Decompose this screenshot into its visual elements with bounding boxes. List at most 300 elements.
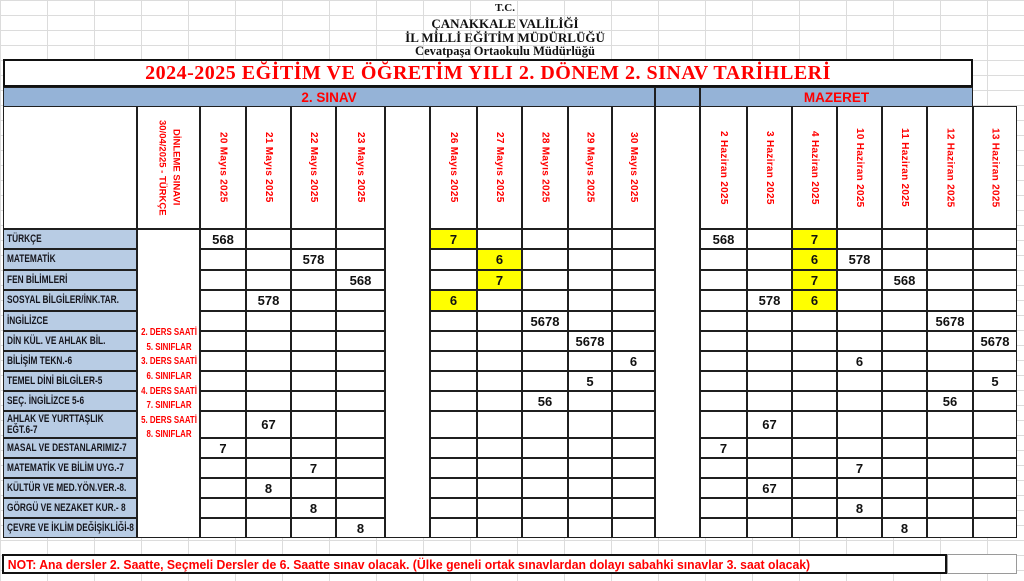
empty-schedule-cell xyxy=(973,518,1017,538)
exam-group-cell: 8 xyxy=(882,518,927,538)
empty-schedule-cell xyxy=(747,351,792,371)
empty-schedule-cell xyxy=(568,249,612,270)
empty-schedule-cell xyxy=(200,478,246,498)
exam-group-cell: 7 xyxy=(837,458,882,478)
exam-group-cell: 6 xyxy=(837,351,882,371)
footer-note-text: NOT: Ana dersler 2. Saatte, Seçmeli Dersler de 6. Saatte sınav olacak. (Ülke geneli ortak sınavlardan dolayı sabahki sınavlar 3. saat olacak) xyxy=(7,556,811,572)
date-column-label: 23 Mayıs 2025 xyxy=(355,132,366,203)
exam-group-cell: 5678 xyxy=(522,311,568,331)
empty-schedule-cell xyxy=(291,371,336,391)
hours-note-line: 7. SINIFLAR xyxy=(145,399,192,412)
empty-schedule-cell xyxy=(568,438,612,458)
listening-exam-header-text xyxy=(155,120,183,216)
section-band-mazeret: MAZERET xyxy=(700,87,973,107)
empty-schedule-cell xyxy=(882,438,927,458)
exam-group-cell: 8 xyxy=(246,478,291,498)
empty-schedule-cell xyxy=(973,478,1017,498)
empty-schedule-cell xyxy=(522,290,568,311)
date-column-header-m20 xyxy=(200,106,246,229)
date-column-header-m23 xyxy=(336,106,385,229)
empty-schedule-cell xyxy=(837,518,882,538)
empty-schedule-cell xyxy=(747,391,792,411)
empty-schedule-cell xyxy=(200,351,246,371)
date-column-header-h12 xyxy=(927,106,973,229)
section-band-gap xyxy=(655,87,700,107)
empty-schedule-cell xyxy=(336,331,385,351)
empty-schedule-cell xyxy=(430,458,477,478)
empty-schedule-cell xyxy=(336,249,385,270)
empty-schedule-cell xyxy=(700,249,747,270)
empty-schedule-cell xyxy=(200,458,246,478)
separator-column-1 xyxy=(385,106,430,538)
exam-group-cell: 578 xyxy=(747,290,792,311)
empty-schedule-cell xyxy=(700,478,747,498)
org-header-line-tc: T.C. xyxy=(495,2,515,14)
listening-exam-line2: DİNLEME SINAVI xyxy=(170,129,182,206)
empty-schedule-cell xyxy=(246,331,291,351)
empty-schedule-cell xyxy=(973,270,1017,290)
date-column-label: 27 Mayıs 2025 xyxy=(494,132,505,203)
empty-schedule-cell xyxy=(837,391,882,411)
empty-schedule-cell xyxy=(200,311,246,331)
exam-group-cell: 56 xyxy=(522,391,568,411)
empty-schedule-cell xyxy=(927,438,973,458)
empty-schedule-cell xyxy=(792,371,837,391)
empty-schedule-cell xyxy=(927,331,973,351)
empty-schedule-cell xyxy=(336,229,385,249)
exam-group-cell: 8 xyxy=(837,498,882,518)
listening-exam-header-cell xyxy=(137,106,200,229)
empty-schedule-cell xyxy=(246,458,291,478)
empty-schedule-cell xyxy=(882,371,927,391)
empty-schedule-cell xyxy=(700,331,747,351)
exam-group-cell: 5678 xyxy=(973,331,1017,351)
empty-schedule-cell xyxy=(568,229,612,249)
hours-note-cell xyxy=(137,229,200,538)
empty-schedule-cell xyxy=(882,478,927,498)
subject-label-row-0 xyxy=(3,229,137,249)
empty-schedule-cell xyxy=(246,270,291,290)
exam-group-cell: 568 xyxy=(882,270,927,290)
empty-schedule-cell xyxy=(522,229,568,249)
subject-label-row-9 xyxy=(3,411,137,438)
empty-schedule-cell xyxy=(568,270,612,290)
empty-schedule-cell xyxy=(336,311,385,331)
subject-label-text: AHLAK VE YURTTAŞLIK EĞT.6-7 xyxy=(7,412,104,436)
exam-group-cell: 578 xyxy=(246,290,291,311)
empty-schedule-cell xyxy=(336,351,385,371)
empty-schedule-cell xyxy=(612,518,655,538)
empty-schedule-cell xyxy=(612,270,655,290)
date-column-header-h10 xyxy=(837,106,882,229)
empty-schedule-cell xyxy=(522,270,568,290)
empty-schedule-cell xyxy=(291,351,336,371)
empty-schedule-cell xyxy=(246,311,291,331)
empty-schedule-cell xyxy=(837,438,882,458)
empty-schedule-cell xyxy=(246,229,291,249)
empty-schedule-cell xyxy=(973,311,1017,331)
empty-schedule-cell xyxy=(568,518,612,538)
empty-schedule-cell xyxy=(792,498,837,518)
empty-schedule-cell xyxy=(430,311,477,331)
date-column-header-h13 xyxy=(973,106,1017,229)
empty-schedule-cell xyxy=(430,438,477,458)
hours-note-line: 2. DERS SAATİ xyxy=(140,326,197,339)
subject-label-row-3 xyxy=(3,290,137,311)
empty-schedule-cell xyxy=(246,438,291,458)
empty-schedule-cell xyxy=(612,438,655,458)
subject-label-row-10 xyxy=(3,438,137,458)
subject-label-row-1 xyxy=(3,249,137,270)
empty-schedule-cell xyxy=(336,411,385,438)
subject-label-text: ÇEVRE VE İKLİM DEĞİŞİKLİĞİ-8 xyxy=(7,521,134,534)
exam-group-cell: 7 xyxy=(291,458,336,478)
empty-schedule-cell xyxy=(927,411,973,438)
empty-schedule-cell xyxy=(837,331,882,351)
subject-label-text: BİLİŞİM TEKN.-6 xyxy=(7,354,73,367)
empty-schedule-cell xyxy=(882,249,927,270)
exam-group-cell: 67 xyxy=(747,478,792,498)
empty-schedule-cell xyxy=(612,458,655,478)
empty-schedule-cell xyxy=(973,438,1017,458)
empty-schedule-cell xyxy=(336,498,385,518)
org-header-line-school: Cevatpaşa Ortaokulu Müdürlüğü xyxy=(415,44,595,58)
empty-schedule-cell xyxy=(200,518,246,538)
empty-schedule-cell xyxy=(927,290,973,311)
empty-schedule-cell xyxy=(973,411,1017,438)
hours-note-line: 5. DERS SAATİ xyxy=(140,413,197,426)
empty-schedule-cell xyxy=(927,351,973,371)
subject-label-text: KÜLTÜR VE MED.YÖN.VER.-8. xyxy=(7,481,127,494)
empty-schedule-cell xyxy=(291,270,336,290)
empty-schedule-cell xyxy=(612,249,655,270)
empty-schedule-cell xyxy=(747,498,792,518)
exam-group-cell: 6 xyxy=(477,249,522,270)
empty-schedule-cell xyxy=(522,438,568,458)
exam-group-cell: 8 xyxy=(336,518,385,538)
subject-label-text: MASAL VE DESTANLARIMIZ-7 xyxy=(7,441,127,454)
empty-schedule-cell xyxy=(430,478,477,498)
empty-schedule-cell xyxy=(477,311,522,331)
empty-schedule-cell xyxy=(612,311,655,331)
empty-schedule-cell xyxy=(792,311,837,331)
empty-schedule-cell xyxy=(700,391,747,411)
exam-group-cell: 5678 xyxy=(568,331,612,351)
empty-schedule-cell xyxy=(430,518,477,538)
empty-schedule-cell xyxy=(927,249,973,270)
empty-schedule-cell xyxy=(882,391,927,411)
subject-label-text: DİN KÜL. VE AHLAK BİL. xyxy=(7,334,106,347)
empty-schedule-cell xyxy=(200,371,246,391)
empty-schedule-cell xyxy=(291,478,336,498)
exam-group-cell: 6 xyxy=(792,290,837,311)
empty-schedule-cell xyxy=(700,351,747,371)
empty-schedule-cell xyxy=(837,270,882,290)
date-column-label: 4 Haziran 2025 xyxy=(809,130,820,205)
empty-schedule-cell xyxy=(568,411,612,438)
empty-schedule-cell xyxy=(291,438,336,458)
listening-exam-line1: 30/04/2025 - TÜRKÇE xyxy=(156,119,168,216)
empty-schedule-cell xyxy=(477,458,522,478)
exam-group-cell: 5678 xyxy=(927,311,973,331)
date-column-label: 3 Haziran 2025 xyxy=(764,130,775,205)
empty-schedule-cell xyxy=(700,270,747,290)
exam-group-cell: 7 xyxy=(792,229,837,249)
exam-group-cell: 578 xyxy=(291,249,336,270)
empty-schedule-cell xyxy=(477,331,522,351)
empty-schedule-cell xyxy=(430,391,477,411)
subject-label-text: SEÇ. İNGİLİZCE 5-6 xyxy=(7,394,85,407)
exam-group-cell: 568 xyxy=(700,229,747,249)
empty-schedule-cell xyxy=(200,411,246,438)
empty-schedule-cell xyxy=(336,290,385,311)
empty-schedule-cell xyxy=(747,311,792,331)
empty-schedule-cell xyxy=(837,411,882,438)
empty-schedule-cell xyxy=(568,290,612,311)
empty-schedule-cell xyxy=(747,458,792,478)
empty-schedule-cell xyxy=(612,290,655,311)
date-column-header-m27 xyxy=(477,106,522,229)
footer-note-tail-cell xyxy=(947,554,1017,574)
empty-schedule-cell xyxy=(927,458,973,478)
empty-schedule-cell xyxy=(792,411,837,438)
date-column-label: 28 Mayıs 2025 xyxy=(539,132,551,203)
subject-label-row-7 xyxy=(3,371,137,391)
empty-schedule-cell xyxy=(700,518,747,538)
empty-schedule-cell xyxy=(477,351,522,371)
empty-schedule-cell xyxy=(246,371,291,391)
empty-schedule-cell xyxy=(927,518,973,538)
empty-schedule-cell xyxy=(200,391,246,411)
date-column-header-h2 xyxy=(700,106,747,229)
date-column-label: 13 Haziran 2025 xyxy=(989,127,1001,208)
empty-schedule-cell xyxy=(882,411,927,438)
empty-schedule-cell xyxy=(200,331,246,351)
empty-schedule-cell xyxy=(522,371,568,391)
empty-schedule-cell xyxy=(430,270,477,290)
empty-schedule-cell xyxy=(882,311,927,331)
empty-schedule-cell xyxy=(246,498,291,518)
empty-schedule-cell xyxy=(792,438,837,458)
empty-schedule-cell xyxy=(882,458,927,478)
empty-schedule-cell xyxy=(477,478,522,498)
empty-schedule-cell xyxy=(792,391,837,411)
hours-note-line: 8. SINIFLAR xyxy=(145,428,192,441)
empty-schedule-cell xyxy=(568,458,612,478)
empty-schedule-cell xyxy=(837,478,882,498)
empty-schedule-cell xyxy=(568,311,612,331)
empty-schedule-cell xyxy=(477,498,522,518)
empty-schedule-cell xyxy=(336,438,385,458)
empty-schedule-cell xyxy=(792,331,837,351)
date-column-label: 21 Mayıs 2025 xyxy=(263,132,274,203)
empty-schedule-cell xyxy=(612,371,655,391)
empty-schedule-cell xyxy=(568,391,612,411)
subject-label-text: MATEMATİK xyxy=(7,253,56,265)
empty-schedule-cell xyxy=(291,518,336,538)
empty-schedule-cell xyxy=(882,351,927,371)
empty-schedule-cell xyxy=(430,498,477,518)
empty-schedule-cell xyxy=(200,249,246,270)
empty-schedule-cell xyxy=(700,458,747,478)
empty-schedule-cell xyxy=(336,478,385,498)
subject-label-row-5 xyxy=(3,331,137,351)
date-column-label: 10 Haziran 2025 xyxy=(854,127,865,208)
empty-schedule-cell xyxy=(973,351,1017,371)
empty-schedule-cell xyxy=(612,498,655,518)
separator-column-2 xyxy=(655,106,700,538)
subject-label-row-2 xyxy=(3,270,137,290)
empty-schedule-cell xyxy=(927,229,973,249)
subject-label-row-6 xyxy=(3,351,137,371)
exam-group-cell: 568 xyxy=(336,270,385,290)
empty-schedule-cell xyxy=(837,311,882,331)
date-column-header-m28 xyxy=(522,106,568,229)
empty-schedule-cell xyxy=(973,290,1017,311)
empty-schedule-cell xyxy=(246,249,291,270)
date-column-label: 12 Haziran 2025 xyxy=(944,127,956,208)
empty-schedule-cell xyxy=(200,290,246,311)
subject-label-row-12 xyxy=(3,478,137,498)
empty-schedule-cell xyxy=(246,391,291,411)
date-column-label: 22 Mayıs 2025 xyxy=(308,132,319,203)
empty-schedule-cell xyxy=(291,311,336,331)
empty-schedule-cell xyxy=(792,518,837,538)
empty-schedule-cell xyxy=(837,371,882,391)
exam-group-cell: 67 xyxy=(246,411,291,438)
date-column-label: 2 Haziran 2025 xyxy=(718,130,729,205)
empty-schedule-cell xyxy=(522,351,568,371)
empty-schedule-cell xyxy=(792,478,837,498)
empty-schedule-cell xyxy=(430,371,477,391)
exam-group-cell: 578 xyxy=(837,249,882,270)
empty-schedule-cell xyxy=(430,351,477,371)
empty-schedule-cell xyxy=(568,351,612,371)
org-header-line-mem: İL MİLLİ EĞİTİM MÜDÜRLÜĞÜ xyxy=(405,30,605,45)
date-column-header-m29 xyxy=(568,106,612,229)
exam-group-cell: 7 xyxy=(700,438,747,458)
empty-schedule-cell xyxy=(700,311,747,331)
empty-schedule-cell xyxy=(747,518,792,538)
empty-schedule-cell xyxy=(973,498,1017,518)
subject-label-row-13 xyxy=(3,498,137,518)
exam-group-cell: 7 xyxy=(477,270,522,290)
empty-schedule-cell xyxy=(291,229,336,249)
empty-schedule-cell xyxy=(522,478,568,498)
empty-schedule-cell xyxy=(973,229,1017,249)
empty-schedule-cell xyxy=(700,371,747,391)
org-header-line-valilik: ÇANAKKALE VALİLİĞİ xyxy=(431,16,579,31)
empty-schedule-cell xyxy=(477,411,522,438)
subject-label-row-14 xyxy=(3,518,137,538)
empty-schedule-cell xyxy=(837,290,882,311)
date-column-header-m26 xyxy=(430,106,477,229)
empty-schedule-cell xyxy=(612,331,655,351)
footer-note-box xyxy=(2,554,947,574)
date-column-header-m30 xyxy=(612,106,655,229)
exam-group-cell: 56 xyxy=(927,391,973,411)
empty-schedule-cell xyxy=(927,478,973,498)
empty-schedule-cell xyxy=(291,411,336,438)
empty-schedule-cell xyxy=(973,249,1017,270)
empty-schedule-cell xyxy=(430,249,477,270)
date-column-header-h3 xyxy=(747,106,792,229)
exam-group-cell: 8 xyxy=(291,498,336,518)
exam-group-cell: 7 xyxy=(200,438,246,458)
empty-schedule-cell xyxy=(430,411,477,438)
empty-schedule-cell xyxy=(747,438,792,458)
empty-schedule-cell xyxy=(430,331,477,351)
empty-schedule-cell xyxy=(568,478,612,498)
empty-schedule-cell xyxy=(522,249,568,270)
empty-schedule-cell xyxy=(747,331,792,351)
date-column-label: 11 Haziran 2025 xyxy=(899,128,910,207)
empty-schedule-cell xyxy=(700,411,747,438)
exam-group-cell: 6 xyxy=(612,351,655,371)
empty-schedule-cell xyxy=(882,290,927,311)
exam-group-cell: 67 xyxy=(747,411,792,438)
empty-schedule-cell xyxy=(882,229,927,249)
empty-schedule-cell xyxy=(612,478,655,498)
hours-note-line: 5. SINIFLAR xyxy=(145,340,192,353)
empty-schedule-cell xyxy=(477,371,522,391)
empty-schedule-cell xyxy=(246,351,291,371)
section-band-2sinav: 2. SINAV xyxy=(3,87,655,107)
subject-label-text: GÖRGÜ VE NEZAKET KUR.- 8 xyxy=(7,501,126,514)
empty-schedule-cell xyxy=(612,411,655,438)
hours-note-line: 6. SINIFLAR xyxy=(145,369,192,382)
empty-schedule-cell xyxy=(700,290,747,311)
empty-schedule-cell xyxy=(747,249,792,270)
subject-label-row-11 xyxy=(3,458,137,478)
subject-label-row-8 xyxy=(3,391,137,411)
hours-note-line: 3. DERS SAATİ xyxy=(140,355,197,368)
subject-header-spacer-cell xyxy=(3,106,137,229)
subject-label-text: FEN BİLİMLERİ xyxy=(7,273,68,286)
empty-schedule-cell xyxy=(477,518,522,538)
empty-schedule-cell xyxy=(612,229,655,249)
exam-group-cell: 5 xyxy=(568,371,612,391)
hours-note-line: 4. DERS SAATİ xyxy=(140,384,197,397)
date-column-header-h11 xyxy=(882,106,927,229)
empty-schedule-cell xyxy=(336,391,385,411)
date-column-header-h4 xyxy=(792,106,837,229)
empty-schedule-cell xyxy=(522,498,568,518)
exam-group-cell: 7 xyxy=(430,229,477,249)
subject-label-text: SOSYAL BİLGİLER/İNK.TAR. xyxy=(7,294,119,306)
empty-schedule-cell xyxy=(291,290,336,311)
empty-schedule-cell xyxy=(747,270,792,290)
empty-schedule-cell xyxy=(927,371,973,391)
exam-group-cell: 7 xyxy=(792,270,837,290)
empty-schedule-cell xyxy=(973,391,1017,411)
subject-label-text: MATEMATİK VE BİLİM UYG.-7 xyxy=(7,461,124,474)
subject-label-row-4 xyxy=(3,311,137,331)
exam-group-cell: 568 xyxy=(200,229,246,249)
date-column-header-m22 xyxy=(291,106,336,229)
empty-schedule-cell xyxy=(477,391,522,411)
empty-schedule-cell xyxy=(927,498,973,518)
empty-schedule-cell xyxy=(336,458,385,478)
exam-group-cell: 6 xyxy=(430,290,477,311)
date-column-label: 26 Mayıs 2025 xyxy=(448,132,459,203)
empty-schedule-cell xyxy=(747,229,792,249)
date-column-header-m21 xyxy=(246,106,291,229)
empty-schedule-cell xyxy=(612,391,655,411)
date-column-label: 29 Mayıs 2025 xyxy=(584,132,596,203)
empty-schedule-cell xyxy=(291,331,336,351)
exam-group-cell: 5 xyxy=(973,371,1017,391)
